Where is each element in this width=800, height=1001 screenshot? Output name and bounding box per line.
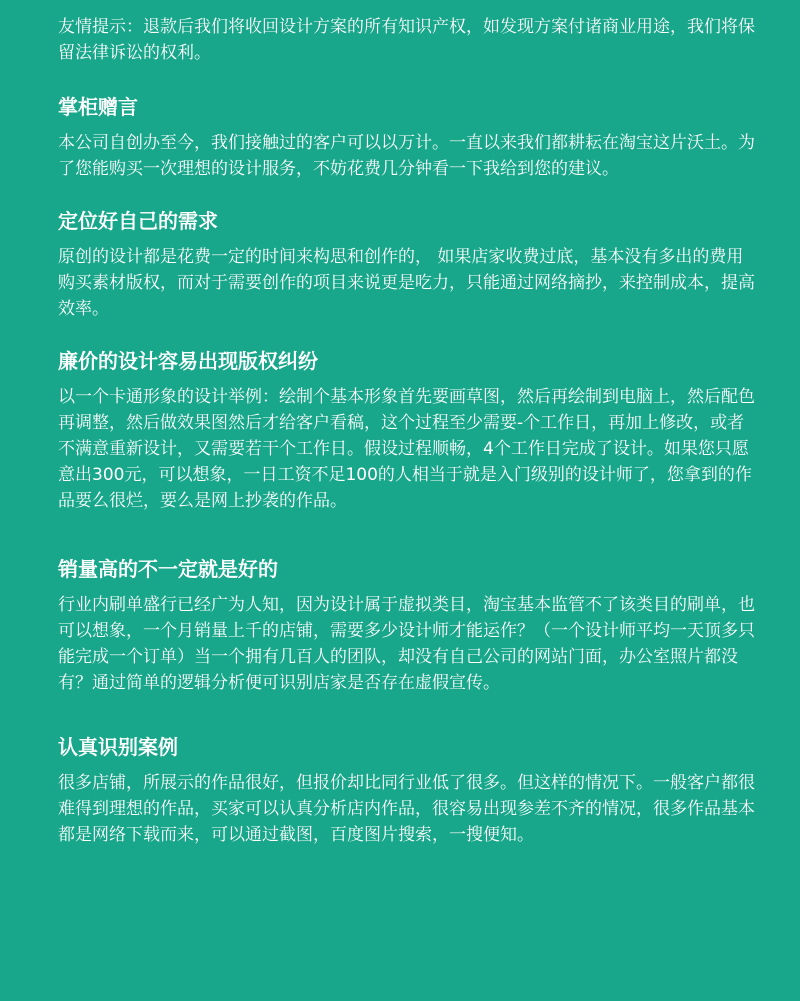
section-body: 本公司自创办至今，我们接触过的客户可以以万计。一直以来我们都耕耘在淘宝这片沃土。为了您能购买一次理想的设计服务，不妨花费几分钟看一下我给到您的建议。 [58, 133, 755, 179]
section-body: 原创的设计都是花费一定的时间来构思和创作的， 如果店家收费过底，基本没有多出的费用购买素材版权，而对于需要创作的项目来说更是吃力，只能通过网络摘抄，来控制成本，提高效率。 [58, 247, 755, 319]
section-heading: 定位好自己的需求 [58, 209, 218, 233]
section-heading: 销量高的不一定就是好的 [58, 557, 278, 581]
section-body: 行业内刷单盛行已经广为人知，因为设计属于虚拟类目，淘宝基本监管不了该类目的刷单，也可以想象，一个月销量上千的店铺，需要多少设计师才能运作？（一个设计师平均一天顶多只能完成一个订单）当一个拥有几百人的团队，却没有自己公司的网站门面，办公室照片都没有？通过简单的逻辑分析便可识别店家是否存在虚假宣传。 [58, 595, 755, 693]
section-cheap-design-copyright [58, 346, 758, 514]
section-identify-cases [58, 732, 758, 848]
section-heading: 认真识别案例 [58, 735, 178, 759]
section-high-sales-not-good [58, 554, 758, 696]
section-heading: 廉价的设计容易出现版权纠纷 [58, 349, 318, 373]
section-body: 很多店铺，所展示的作品很好，但报价却比同行业低了很多。但这样的情况下。一般客户都很难得到理想的作品，买家可以认真分析店内作品，很容易出现参差不齐的情况，很多作品基本都是网络下载而来，可以通过截图，百度图片搜索，一搜便知。 [58, 773, 755, 845]
section-heading: 掌柜赠言 [58, 95, 138, 119]
section-body: 以一个卡通形象的设计举例：绘制个基本形象首先要画草图，然后再绘制到电脑上，然后配色再调整，然后做效果图然后才给客户看稿，这个过程至少需要-个工作日，再加上修改，或者不满意重新设计，又需要若干个工作日。假设过程顺畅，4个工作日完成了设计。如果您只愿意出300元，可以想象，一日工资不足100的人相当于就是入门级别的设计师了，您拿到的作品要么很烂，要么是网上抄袭的作品。 [58, 387, 755, 511]
friendly-tip: 友情提示：退款后我们将收回设计方案的所有知识产权，如发现方案付诸商业用途，我们将保留法律诉讼的权利。 [58, 17, 755, 63]
section-shopkeeper-words [58, 92, 758, 182]
section-define-needs [58, 206, 758, 322]
